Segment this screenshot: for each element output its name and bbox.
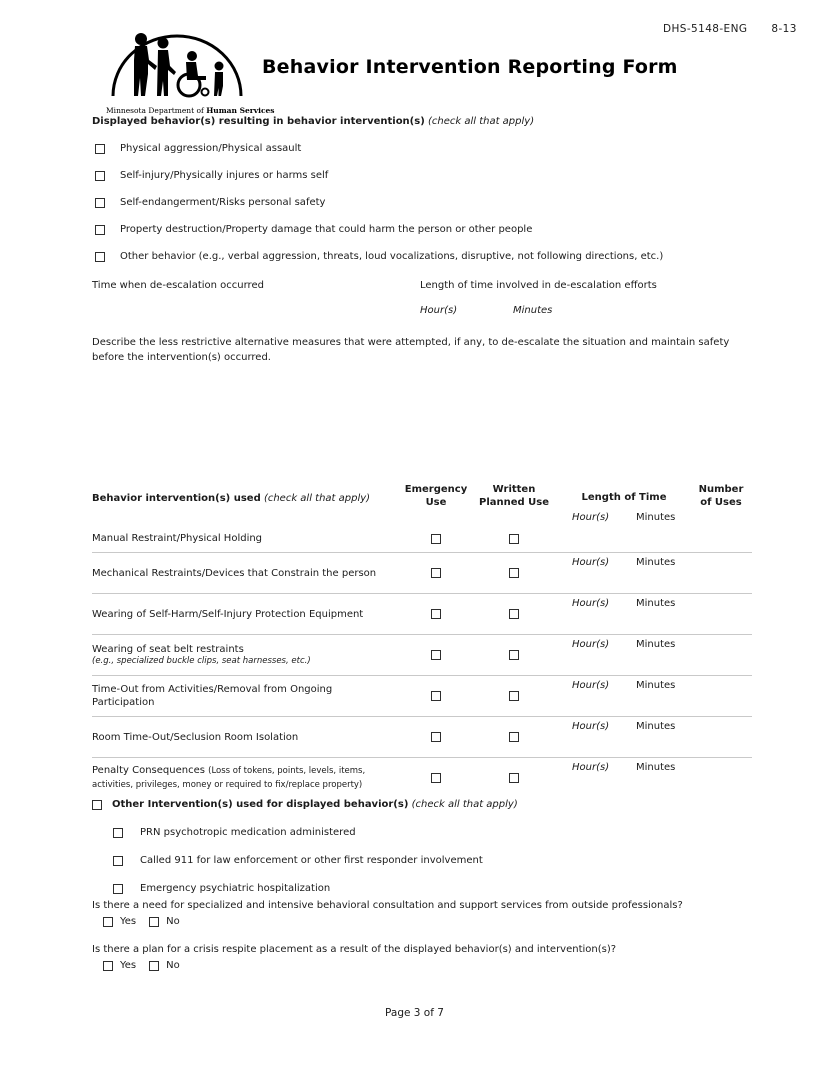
hours-label: Hour(s) [572,762,610,773]
minutes-label: Minutes [513,305,553,316]
intervention-label: Time-Out from Activities/Removal from Ongoing Participation [92,684,333,708]
no-label: No [166,916,180,927]
hours-label: Hour(s) [572,557,610,568]
emergency-use-header: Emergency Use [404,484,468,508]
doc-revision-date: 8-13 [771,23,797,35]
other-item-checkbox[interactable] [113,884,123,894]
hours-label: Hour(s) [572,721,610,732]
emergency-use-checkbox[interactable] [431,609,441,619]
other-intervention-option [113,855,772,866]
logo-caption: Minnesota Department of Human Services [106,106,275,115]
yes-checkbox[interactable] [103,961,113,971]
minutes-label: Minutes [636,721,676,732]
written-planned-use-checkbox[interactable] [509,534,519,544]
number-of-uses-header: Number of Uses [698,484,744,508]
minutes-label: Minutes [636,639,676,650]
other-intervention-option [113,827,772,838]
written-planned-use-checkbox[interactable] [509,609,519,619]
intervention-label: Wearing of seat belt restraints (e.g., specialized buckle clips, seat harnesses, etc.) [92,641,402,669]
consultation-question [92,900,792,927]
dhs-logo [106,26,275,115]
behavior-checkbox[interactable] [95,252,105,262]
other-item-checkbox[interactable] [113,856,123,866]
yes-label: Yes [120,960,137,971]
hours-label: Hour(s) [572,680,610,691]
emergency-use-checkbox[interactable] [431,534,441,544]
page-title: Behavior Intervention Reporting Form [262,56,678,78]
crisis-respite-question [92,944,792,971]
length-of-time-header: Length of Time [581,492,667,503]
hours-label: Hour(s) [572,512,610,523]
behavior-label: Self-endangerment/Risks personal safety [120,197,326,208]
other-item-label: PRN psychotropic medication administered [140,827,356,838]
yes-label: Yes [120,916,137,927]
hours-label: Hour(s) [572,639,610,650]
behavior-option [92,197,762,208]
behavior-label: Self-injury/Physically injures or harms self [120,170,329,181]
table-row [92,757,752,798]
written-planned-use-header: Written Planned Use [478,484,550,508]
written-planned-use-checkbox[interactable] [509,773,519,783]
table-row [92,525,752,552]
intervention-label: Manual Restraint/Physical Holding [92,533,263,544]
displayed-behaviors-section [92,116,762,262]
behavior-label: Physical aggression/Physical assault [120,143,302,154]
intervention-label: Room Time-Out/Seclusion Room Isolation [92,731,299,743]
written-planned-use-checkbox[interactable] [509,732,519,742]
intervention-label: Wearing of Self-Harm/Self-Injury Protection Equipment [92,608,364,620]
table-label-header: Behavior intervention(s) used (check all that apply) [92,493,371,504]
yes-no-options [92,916,792,927]
behavior-checkbox[interactable] [95,225,105,235]
intervention-sublabel: (e.g., specialized buckle clips, seat harnesses, etc.) [92,656,311,666]
section-heading: Displayed behavior(s) resulting in behavior intervention(s) (check all that apply) [92,116,535,127]
emergency-use-checkbox[interactable] [431,568,441,578]
table-header [92,484,752,525]
intervention-label: Mechanical Restraints/Devices that Constrain the person [92,567,377,579]
hours-label: Hour(s) [572,598,610,609]
page-number: Page 3 of 7 [385,1007,444,1019]
table-row [92,634,752,675]
hours-label: Hour(s) [420,305,458,316]
other-interventions-heading: Other Intervention(s) used for displayed behavior(s) (check all that apply) [92,799,772,810]
behavior-option [92,251,762,262]
question-text: Is there a need for specialized and intensive behavioral consultation and support services from outside professionals? [92,900,683,911]
other-item-label: Called 911 for law enforcement or other first responder involvement [140,855,483,866]
deescalation-length-label: Length of time involved in de-escalation efforts [420,280,657,291]
minutes-label: Minutes [636,557,676,568]
interventions-table [92,484,752,798]
minutes-label: Minutes [636,680,676,691]
behavior-option [92,143,762,154]
emergency-use-checkbox[interactable] [431,650,441,660]
other-interventions-checkbox[interactable] [92,800,102,810]
table-row [92,552,752,593]
deescalation-section [92,280,772,318]
minutes-label: Minutes [636,762,676,773]
intervention-label: Penalty Consequences (Loss of tokens, points, levels, items, activities, privileges, money or required to fix/replace property) [92,765,366,790]
document-number [663,23,797,35]
no-label: No [166,960,180,971]
other-item-label: Emergency psychiatric hospitalization [140,883,331,894]
emergency-use-checkbox[interactable] [431,691,441,701]
behavior-label: Other behavior (e.g., verbal aggression, threats, loud vocalizations, disruptive, not following directions, etc.) [120,251,664,262]
yes-no-options [92,960,792,971]
behavior-option [92,224,762,235]
people-silhouette-icon [106,26,256,102]
behavior-option [92,170,762,181]
deescalation-time-label: Time when de-escalation occurred [92,280,264,291]
emergency-use-checkbox[interactable] [431,732,441,742]
minutes-label: Minutes [636,512,676,523]
table-row [92,675,752,716]
no-checkbox[interactable] [149,917,159,927]
describe-prompt: Describe the less restrictive alternative measures that were attempted, if any, to de-escalate the situation and maintain safety before the intervention(s) occurred. [92,337,730,363]
intervention-sublabel: (Loss of tokens, points, levels, items, activities, privileges, money or required to fix/replace property) [92,766,366,790]
written-planned-use-checkbox[interactable] [509,568,519,578]
question-text: Is there a plan for a crisis respite placement as a result of the displayed behavior(s) and intervention(s)? [92,944,617,955]
other-item-checkbox[interactable] [113,828,123,838]
other-intervention-option [113,883,772,894]
behavior-checkbox[interactable] [95,144,105,154]
table-row [92,716,752,757]
emergency-use-checkbox[interactable] [431,773,441,783]
written-planned-use-checkbox[interactable] [509,650,519,660]
written-planned-use-checkbox[interactable] [509,691,519,701]
no-checkbox[interactable] [149,961,159,971]
doc-code: DHS-5148-ENG [663,23,748,35]
behavior-label: Property destruction/Property damage that could harm the person or other people [120,224,533,235]
behavior-checkbox[interactable] [95,198,105,208]
behavior-checkbox[interactable] [95,171,105,181]
other-interventions-section [92,799,772,894]
minutes-label: Minutes [636,598,676,609]
yes-checkbox[interactable] [103,917,113,927]
table-row [92,593,752,634]
